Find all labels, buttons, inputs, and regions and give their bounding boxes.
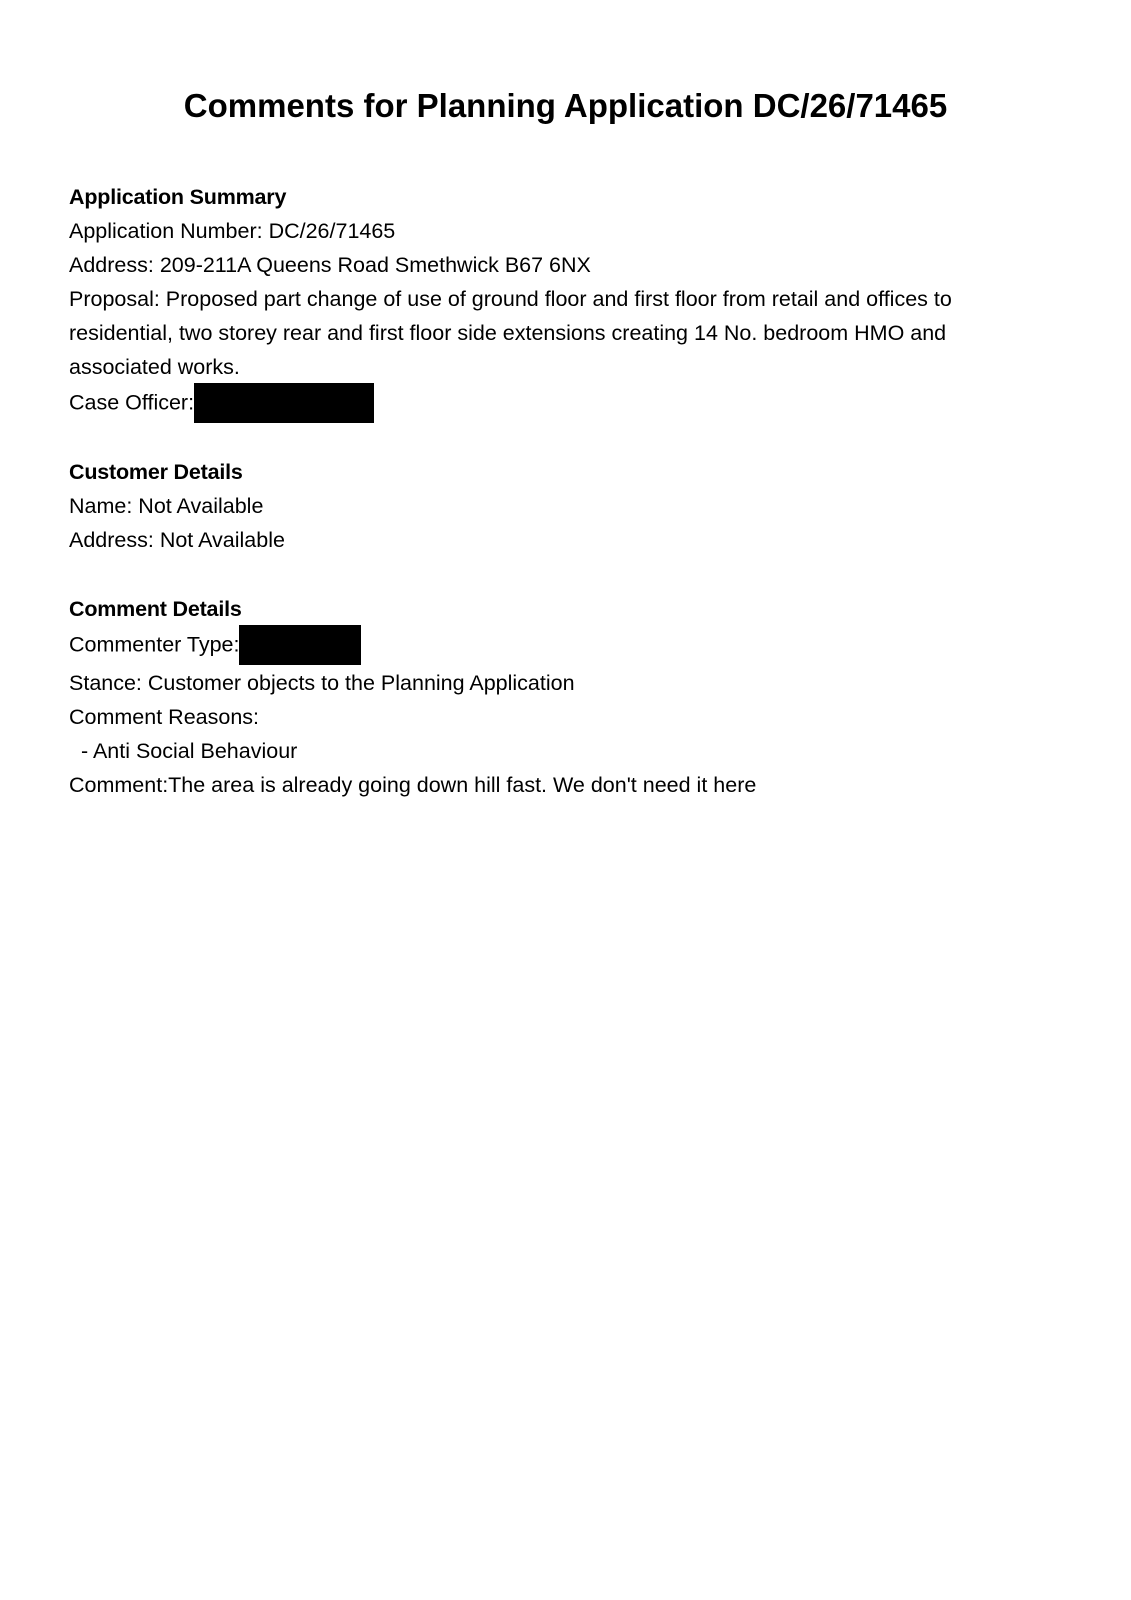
case-officer-row (69, 384, 1029, 424)
customer-details-heading: Customer Details (69, 460, 243, 484)
customer-details-section (69, 455, 1029, 557)
commenter-type-redaction (239, 625, 361, 665)
customer-address: Address: Not Available (69, 528, 285, 552)
comment-reason-item: - Anti Social Behaviour (81, 739, 298, 763)
case-officer-label: Case Officer: (69, 390, 195, 415)
application-proposal: Proposal: Proposed part change of use of ground floor and first floor from retail and offices to residential, two storey rear and first floor side extensions creating 14 No. bedroom HMO and associated works. (69, 287, 952, 379)
application-number: Application Number: DC/26/71465 (69, 219, 396, 243)
customer-name: Name: Not Available (69, 494, 264, 518)
page-title: Comments for Planning Application DC/26/71465 (183, 87, 948, 124)
commenter-type-label: Commenter Type: (69, 632, 240, 657)
comment-text: Comment:The area is already going down hill fast. We don't need it here (69, 773, 757, 797)
application-summary-section (69, 180, 1029, 424)
application-summary-heading: Application Summary (69, 185, 287, 209)
comment-details-heading: Comment Details (69, 597, 242, 621)
comment-stance: Stance: Customer objects to the Planning Application (69, 671, 575, 695)
comment-details-section (69, 592, 1029, 802)
commenter-type-row (69, 626, 1029, 666)
case-officer-redaction (194, 383, 374, 423)
comment-reasons-label: Comment Reasons: (69, 705, 259, 729)
application-address: Address: 209-211A Queens Road Smethwick B67 6NX (69, 253, 591, 277)
